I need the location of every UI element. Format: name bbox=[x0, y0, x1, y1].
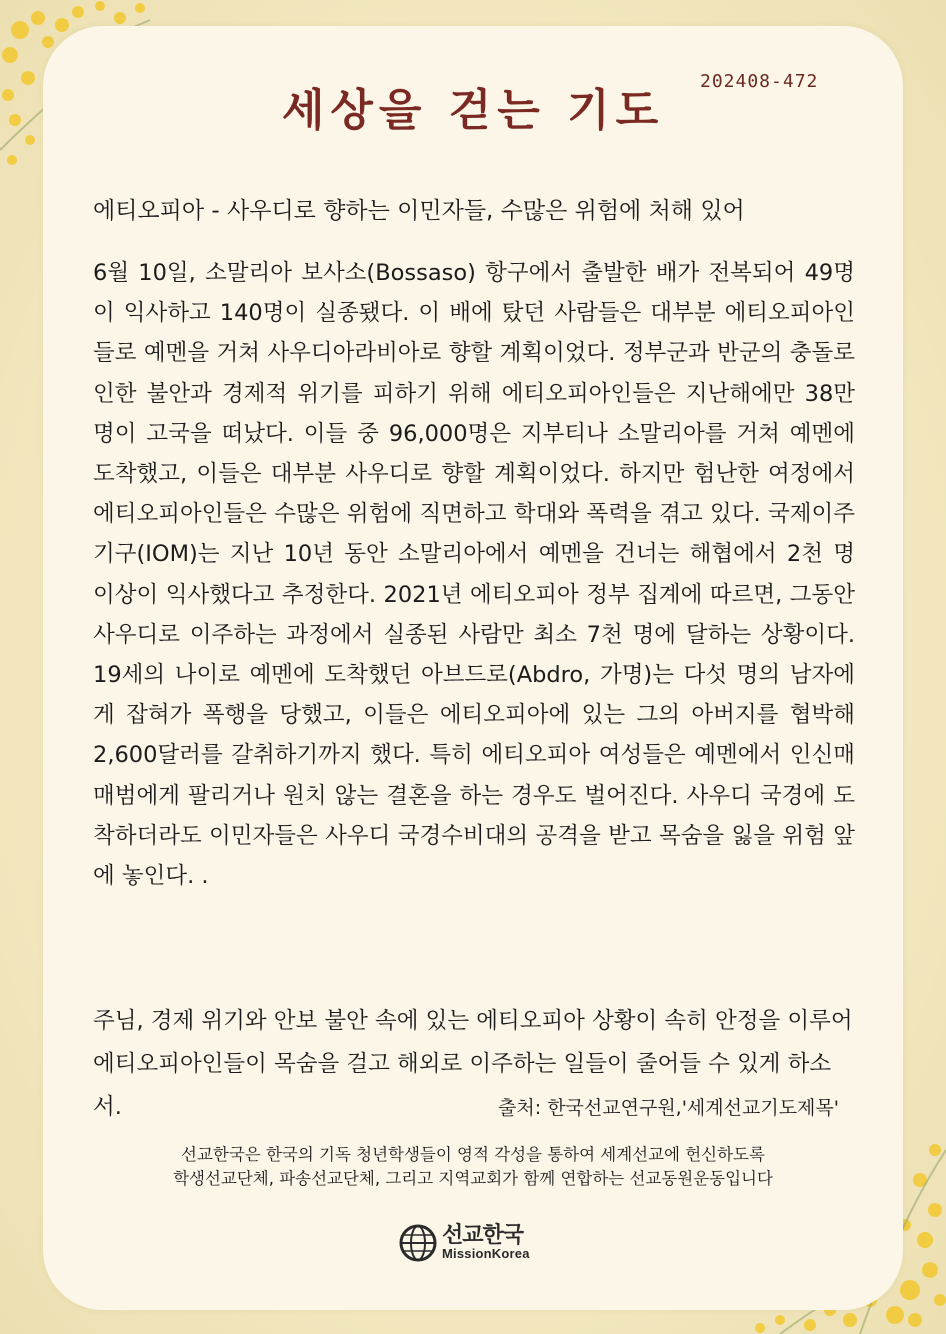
footer-line-2: 학생선교단체, 파송선교단체, 그리고 지역교회가 함께 연합하는 선교동원운동입니다 bbox=[173, 1169, 773, 1188]
logo-korean-text: 선교한국 bbox=[442, 1223, 524, 1248]
globe-icon bbox=[398, 1223, 438, 1263]
article-body: 6월 10일, 소말리아 보사소(Bossaso) 항구에서 출발한 배가 전복되어 49명이 익사하고 140명이 실종됐다. 이 배에 탔던 사람들은 대부분 에티오피아인들로 예멘을 거쳐 사우디아라비아로 향할 계획이었다. 정부군과 반군의 충돌로 인한 불안과 경제적 위기를 피하기 위해 에티오피아인들은 지난해에만 38만 명이 고국을 떠났다. 이들 중 96,000명은 지부티나 소말리아를 거쳐 예멘에 도착했고, 이들은 대부분 사우디로 향할 계획이었다. 하지만 험난한 여정에서 에티오피아인들은 수많은 위험에 직면하고 학대와 폭력을 겪고 있다. 국제이주기구(IOM)는 지난 10년 동안 소말리아에서 예멘을 건너는 해협에서 2천 명 이상이 익사했다고 추정한다. 2021년 에티오피아 정부 집계에 따르면, 그동안 사우디로 이주하는 과정에서 실종된 사람만 최소 7천 명에 달하는 상황이다. 19세의 나이로 예멘에 도착했던 아브드로(Abdro, 가명)는 다섯 명의 남자에게 잡혀가 폭행을 당했고, 이들은 에티오피아에 있는 그의 아버지를 협박해 2,600달러를 갈취하기까지 했다. 특히 에티오피아 여성들은 예멘에서 인신매매범에게 팔리거나 원치 않는 결혼을 하는 경우도 벌어진다. 사우디 국경에 도착하더라도 이민자들은 사우디 국경수비대의 공격을 받고 목숨을 잃을 위험 앞에 놓인다. . bbox=[93, 260, 855, 890]
source-citation: 출처: 한국선교연구원,'세계선교기도제목' bbox=[498, 1097, 839, 1119]
missionkorea-logo bbox=[398, 1218, 558, 1268]
footer-description bbox=[90, 1143, 856, 1191]
footer-line-1: 선교한국은 한국의 기독 청년학생들이 영적 각성을 통하여 세계선교에 헌신하도록 bbox=[181, 1145, 765, 1164]
document-code: 202408-472 bbox=[700, 71, 819, 92]
logo-english-text: MissionKorea bbox=[442, 1246, 530, 1261]
page-title: 세상을 걷는 기도 bbox=[281, 85, 665, 136]
article-subtitle: 에티오피아 - 사우디로 향하는 이민자들, 수많은 위험에 처해 있어 bbox=[93, 198, 745, 224]
prayer-text: 주님, 경제 위기와 안보 불안 속에 있는 에티오피아 상황이 속히 안정을 이루어 에티오피아인들이 목숨을 걸고 해외로 이주하는 일들이 줄어들 수 있게 하소서. bbox=[93, 1008, 853, 1120]
